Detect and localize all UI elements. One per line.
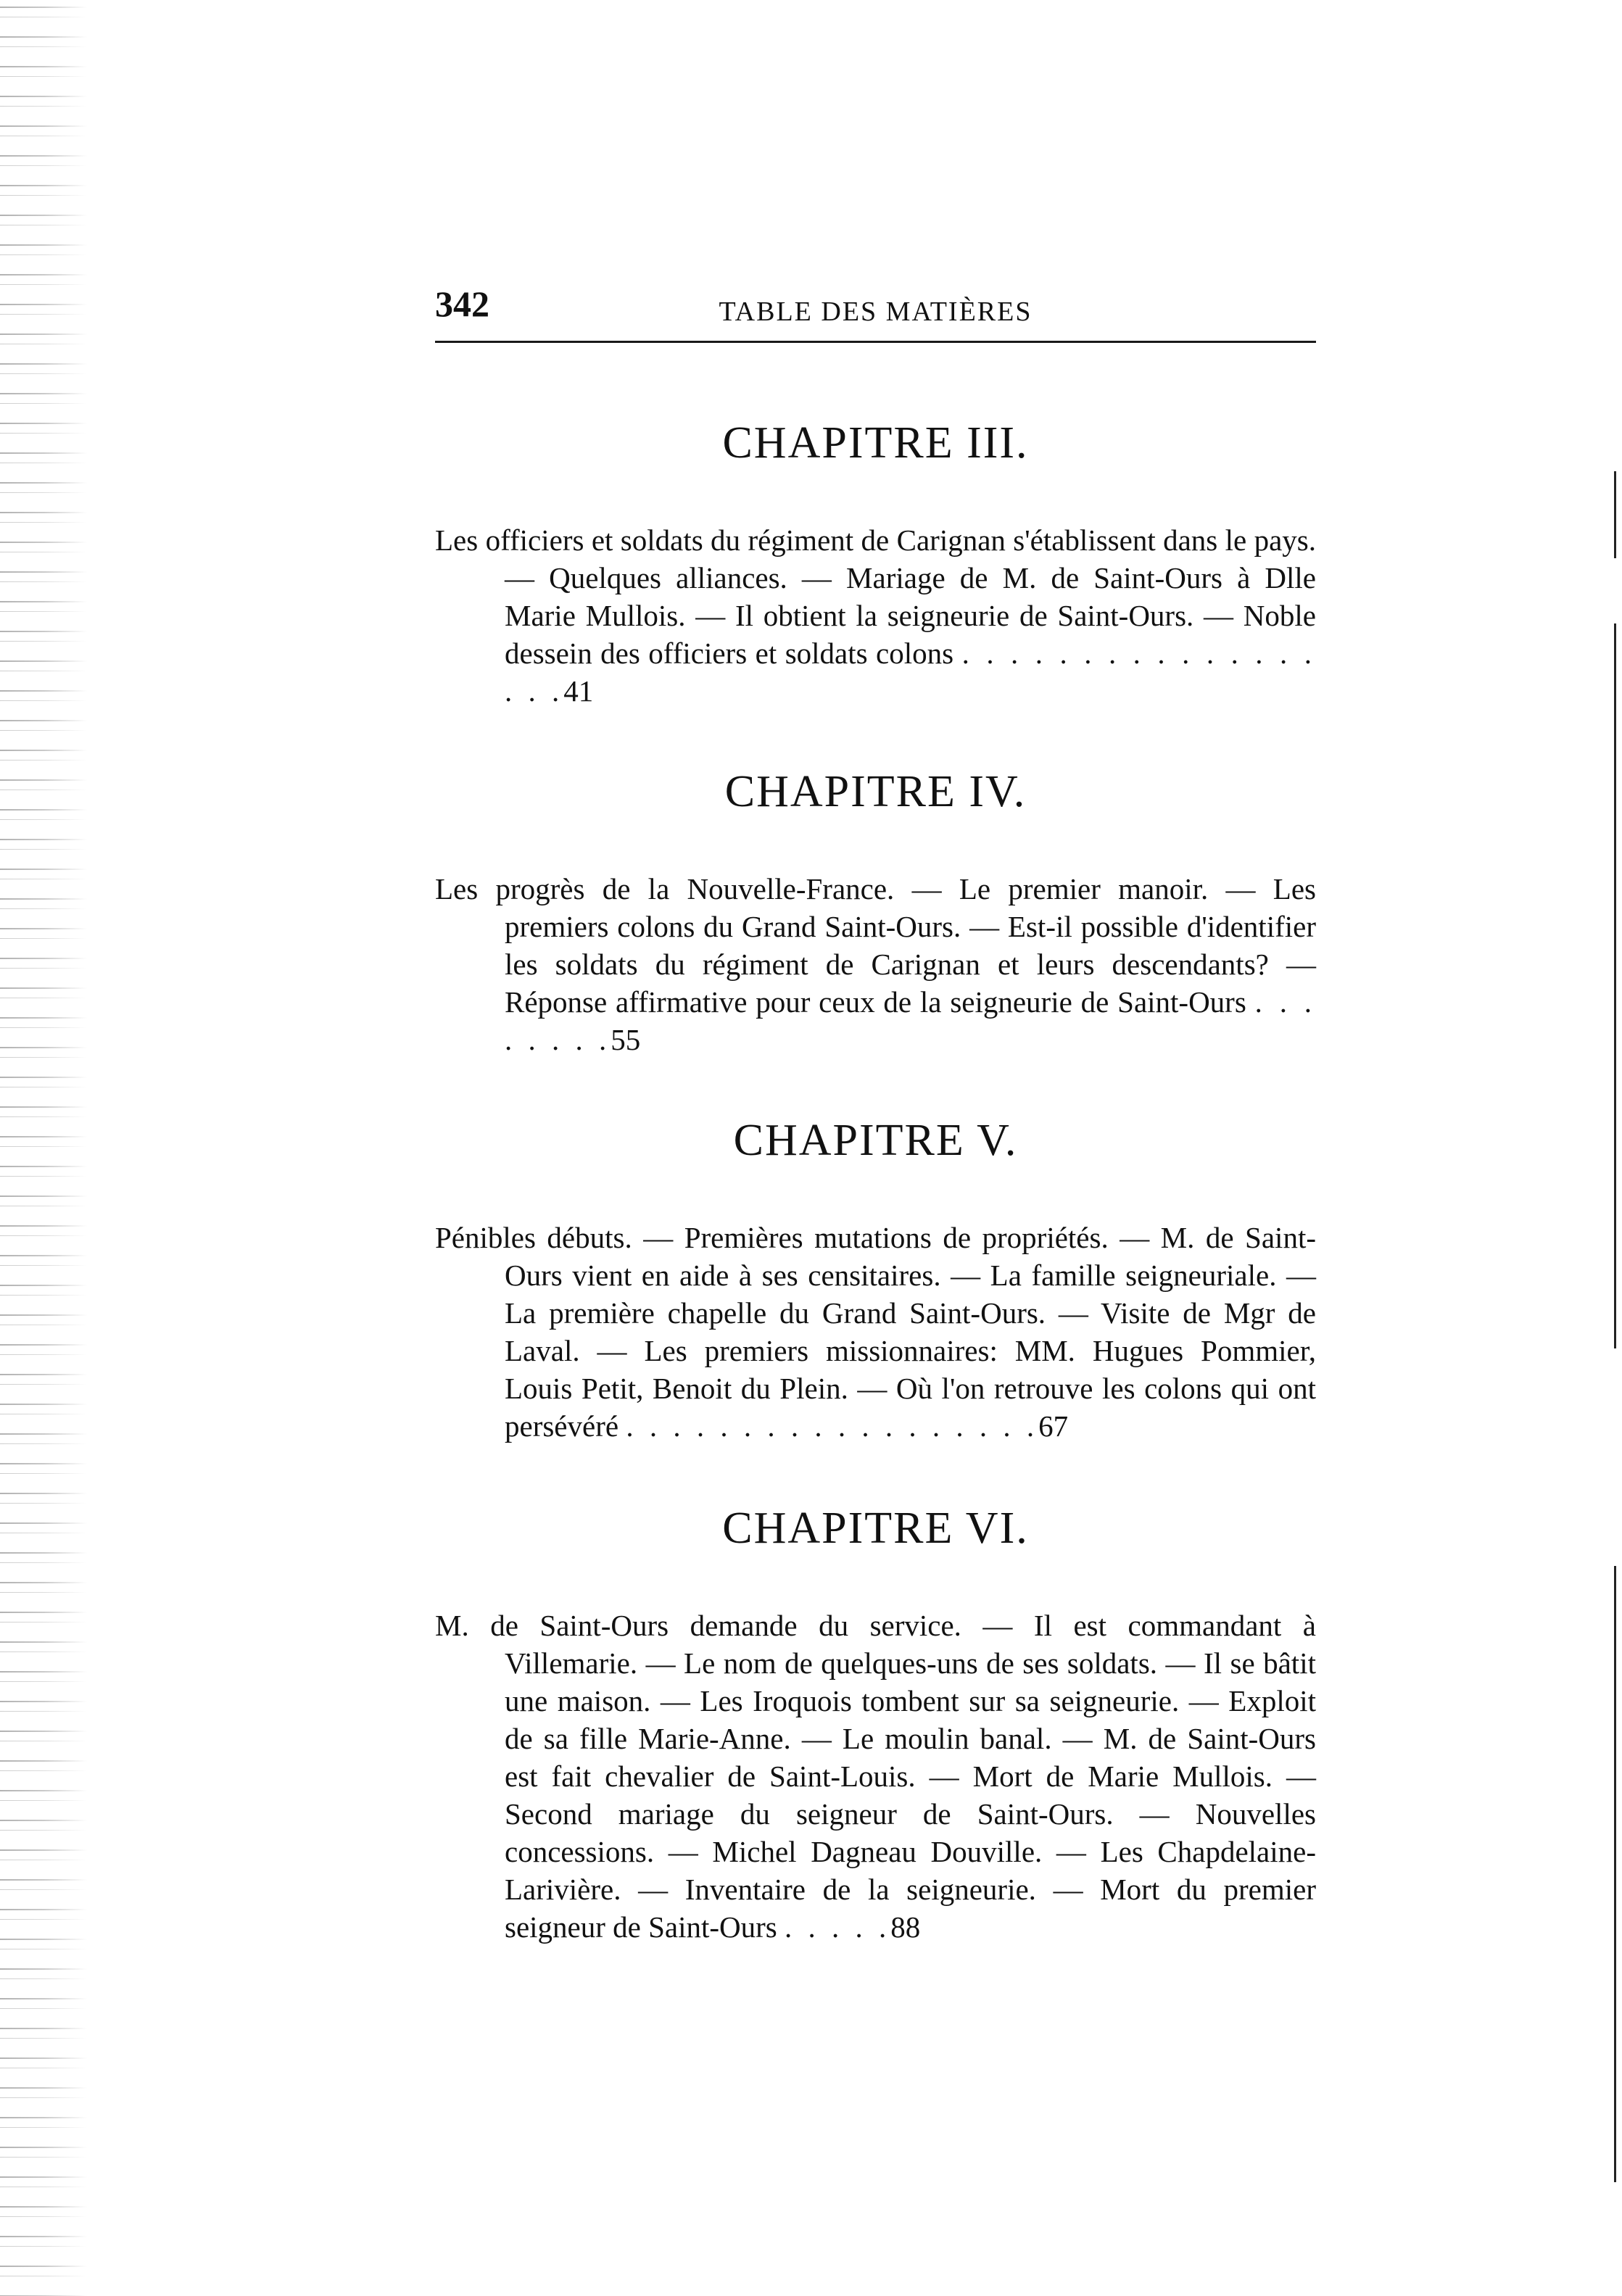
chapter-summary [435, 521, 1316, 710]
page-reference: 88 [890, 1910, 921, 1944]
dot-leader: . . . . . . . . . . . . . . . . . . [505, 637, 1317, 708]
page-reference: 55 [611, 1023, 641, 1056]
page-reference: 41 [563, 674, 594, 708]
scan-gutter-fade [0, 0, 87, 2296]
chapter-summary [435, 1219, 1316, 1445]
scan-edge-mark [1614, 471, 1616, 558]
running-head: TABLE DES MATIÈRES [719, 297, 1033, 327]
scan-edge-mark [1614, 1566, 1616, 2182]
page-number: 342 [435, 283, 489, 324]
chapter-section [435, 418, 1316, 710]
page-header [435, 283, 1316, 343]
scan-edge-mark [1614, 623, 1616, 1348]
book-page [435, 283, 1316, 1946]
summary-text: M. de Saint-Ours demande du service. — Il est commandant à Villemarie. — Le nom de quelques-uns de ses soldats. — Il se bâtit une maison. — Les Iroquois tombent sur sa seigneurie. — Exploit de sa fille Marie-Anne. — Le moulin banal. — M. de Saint-Ours est fait chevalier de Saint-Louis. — Mort de Marie Mullois. — Second mariage du seigneur de Saint-Ours. — Nouvelles concessions. — Michel Dagneau Douville. — Les Chapdelaine-Larivière. — Inventaire de la seigneurie. — Mort du premier seigneur de Saint-Ours [435, 1609, 1316, 1944]
chapter-title: CHAPITRE VI. [722, 1504, 1029, 1553]
chapter-summary [435, 870, 1316, 1058]
chapter-section [435, 1503, 1316, 1946]
chapter-title: CHAPITRE V. [733, 1116, 1018, 1165]
chapter-section [435, 1115, 1316, 1445]
chapter-title: CHAPITRE IV. [724, 767, 1027, 816]
summary-text: Les progrès de la Nouvelle-France. — Le premier manoir. — Les premiers colons du Grand Saint-Ours. — Est-il possible d'identifier les soldats du régiment de Carignan et leurs descendants? — Réponse affirmative pour ceux de la seigneurie de Saint-Ours [435, 872, 1316, 1019]
chapter-section [435, 766, 1316, 1058]
summary-text: Pénibles débuts. — Premières mutations de propriétés. — M. de Saint-Ours vient en aide à ses censitaires. — La famille seigneuriale. — La première chapelle du Grand Saint-Ours. — Visite de Mgr de Laval. — Les premiers missionnaires: MM. Hugues Pommier, Louis Petit, Benoit du Plein. — Où l'on retrouve les colons qui ont persévéré [435, 1221, 1316, 1443]
chapter-summary [435, 1607, 1316, 1946]
chapter-title: CHAPITRE III. [722, 418, 1029, 468]
dot-leader: . . . . . . . . . . . . . . . . . . [626, 1409, 1039, 1443]
dot-leader: . . . . . . . . [505, 985, 1317, 1056]
summary-text: Les officiers et soldats du régiment de Carignan s'établissent dans le pays. — Quelques alliances. — Mariage de M. de Saint-Ours à Dlle Marie Mullois. — Il obtient la seigneurie de Saint-Ours. — Noble dessein des officiers et soldats colons [435, 523, 1316, 670]
dot-leader: . . . . . [785, 1910, 891, 1944]
page-reference: 67 [1038, 1409, 1069, 1443]
